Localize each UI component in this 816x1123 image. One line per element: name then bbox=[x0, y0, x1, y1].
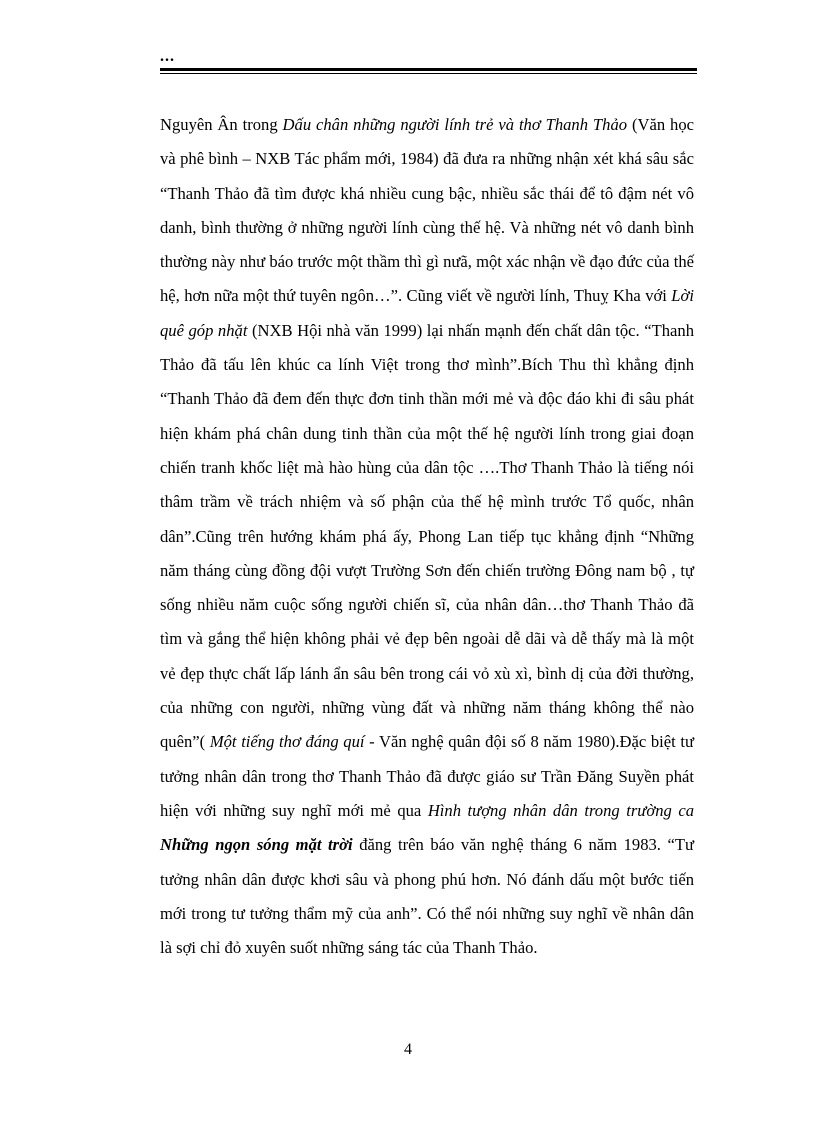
text-run: (NXB Hội nhà văn 1999) lại nhấn mạnh đến chất dân tộc. “Thanh Thảo đã tấu lên khúc ca lính Việt trong thơ mình”.Bích Thu thì khẳng định “Thanh Thảo đã đem đến thực đơn tinh thần mới mẻ và độc đáo khi đi sâu phát hiện khám phá chân dung tinh thần của một thế hệ người lính trong giai đoạn chiến tranh khốc liệt mà hào hùng của dân tộc ….Thơ Thanh Thảo là tiếng nói thâm trầm về trách nhiệm và số phận của thế hệ mình trước Tổ quốc, nhân dân”.Cũng trên hướng khám phá ấy, Phong Lan tiếp tục khẳng định “Những năm tháng cùng đồng đội vượt Trường Sơn đến chiến trường Đông nam bộ , tự sống nhiều năm cuộc sống người chiến sĩ, của nhân dân…thơ Thanh Thảo đã tìm và gắng thể hiện không phải vẻ đẹp bên ngoài dễ dãi và dễ thấy mà là một vẻ đẹp thực chất lấp lánh ẩn sâu bên trong cái vỏ xù xì, bình dị của đời thường, của những con người, những vùng đất và những năm tháng không thể nào quên”( bbox=[160, 320, 694, 752]
header-mark: ... bbox=[160, 48, 175, 65]
text-run: (Văn học và phê bình – NXB Tác phẩm mới, 1984) đã đưa ra những nhận xét khá sâu sắc “Thanh Thảo đã tìm được khá nhiều cung bậc, nhiều sắc thái để tô đậm nét vô danh, bình thường ở những người lính cùng thế hệ. Và những nét vô danh bình thường này như báo trước một thầm thì gì nưã, một xác nhận về đạo đức của thế hệ, hơn nữa một thứ tuyên ngôn…”. Cũng viết về người lính, Thuỵ Kha với bbox=[160, 115, 694, 306]
header-rule-thin bbox=[160, 73, 697, 74]
page-number: 4 bbox=[404, 1041, 412, 1058]
work-title-loi-que: Lời quê góp nhặt bbox=[160, 286, 694, 340]
text-run: - Văn nghệ quân đội số 8 năm 1980).Đặc biệt tư tưởng nhân dân trong thơ Thanh Thảo đã được giáo sư Trần Đăng Suyền phát hiện với những suy nghĩ mới mẻ qua bbox=[160, 732, 695, 820]
body-paragraph bbox=[160, 108, 694, 965]
work-title-mot-tieng-tho: Một tiếng thơ đáng quí bbox=[209, 732, 365, 752]
header-rule-thick bbox=[160, 68, 697, 71]
text-run: đăng trên báo văn nghệ tháng 6 năm 1983. “Tư tưởng nhân dân được khơi sâu và phong phú hơn. Nó đánh dấu một bước tiến mới trong tư tưởng thẩm mỹ của anh”. Có thể nói những suy nghĩ về nhân dân là sợi chỉ đỏ xuyên suốt những sáng tác của Thanh Thảo. bbox=[160, 835, 694, 958]
work-title-dau-chan: Dấu chân những người lính trẻ và thơ Thanh Thảo bbox=[282, 115, 628, 134]
text-run: Nguyên Ân trong bbox=[160, 115, 283, 134]
work-title-nhung-ngon-song: Những ngọn sóng mặt trời bbox=[160, 835, 353, 855]
work-title-hinh-tuong: Hình tượng nhân dân trong trường ca bbox=[427, 800, 694, 820]
